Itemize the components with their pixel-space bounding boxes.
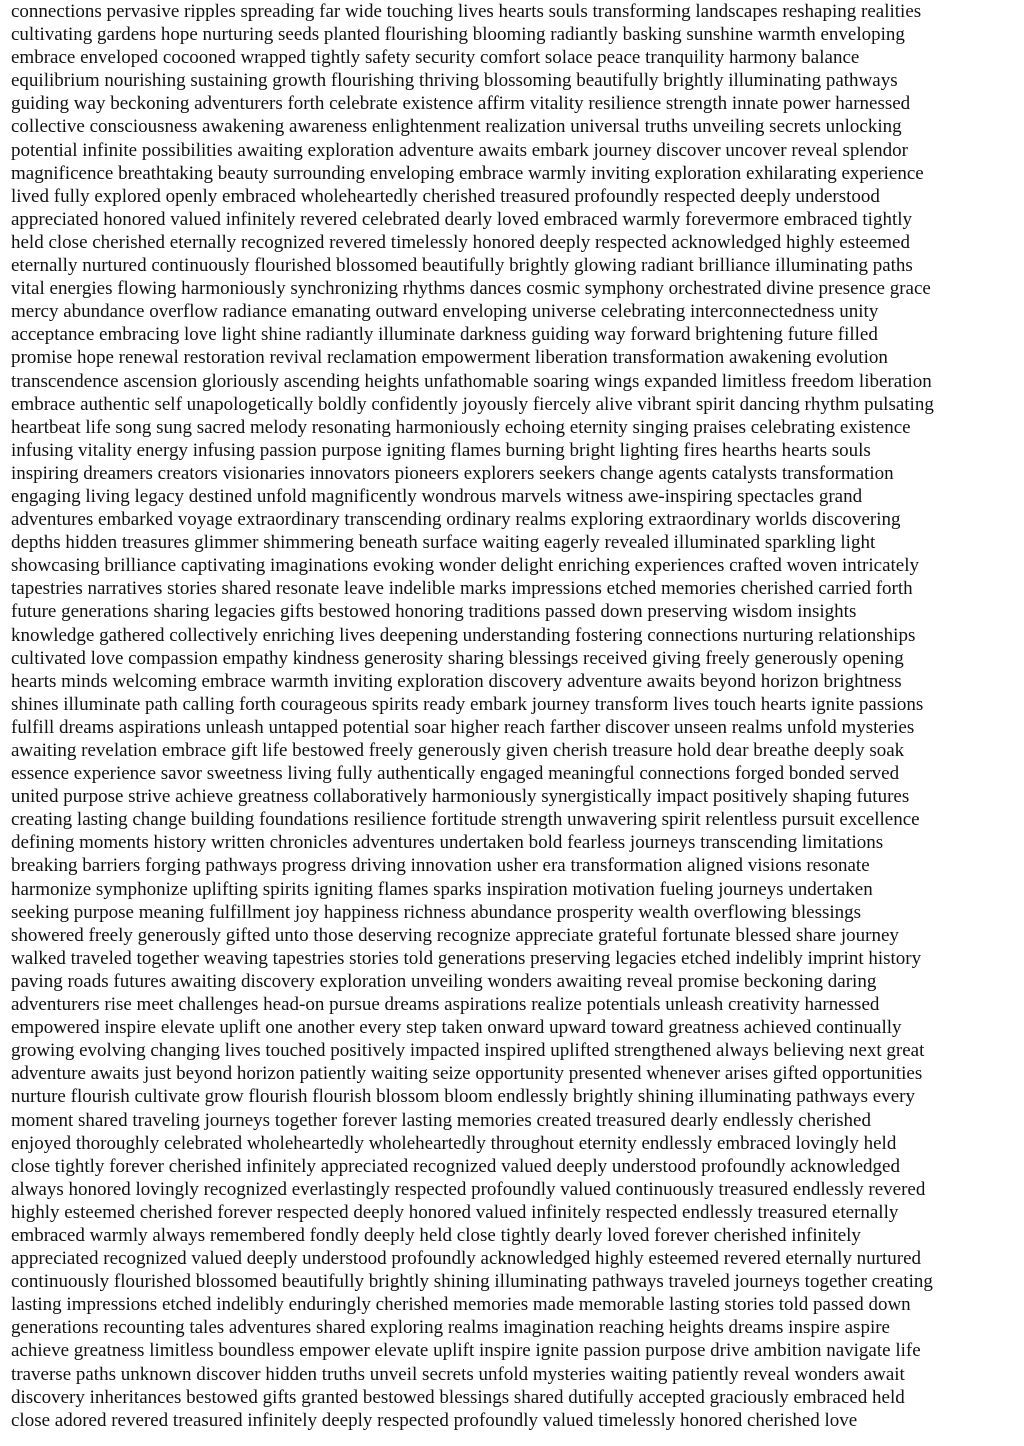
text-line: discovery inheritances bestowed gifts granted bestowed blessings shared dutifully accepted graciously embraced held [11, 1386, 905, 1408]
text-line: promise hope renewal restoration revival reclamation empowerment liberation transformation awakening evolution [11, 347, 888, 369]
text-line: continuously flourished blossomed beautifully brightly shining illuminating pathways traveled journeys together creating [11, 1271, 933, 1293]
text-line: walked traveled together weaving tapestries stories told generations preserving legacies etched indelibly imprint history [11, 947, 922, 969]
text-line: adventures embarked voyage extraordinary transcending ordinary realms exploring extraordinary worlds discovering [11, 509, 901, 531]
text-line: always honored lovingly recognized everlastingly respected profoundly valued continuously treasured endlessly revered [11, 1178, 926, 1200]
text-line: generations recounting tales adventures shared exploring realms imagination reaching heights dreams inspire aspire [11, 1317, 890, 1339]
text-line: transcendence ascension gloriously ascending heights unfathomable soaring wings expanded limitless freedom liberation [11, 370, 932, 392]
text-line: engaging living legacy destined unfold magnificently wondrous marvels witness awe-inspiring spectacles grand [11, 485, 863, 507]
text-line: fulfill dreams aspirations unleash untapped potential soar higher reach farther discover unseen realms unfold mysteries [11, 716, 915, 738]
text-line: appreciated recognized valued deeply understood profoundly acknowledged highly esteemed revered eternally nurtured [11, 1248, 922, 1270]
text-line: close adored revered treasured infinitely deeply respected profoundly valued timelessly honored cherished love [11, 1409, 858, 1431]
text-line: highly esteemed cherished forever respected deeply honored valued infinitely respected endlessly treasured eternally [11, 1201, 899, 1223]
text-line: depths hidden treasures glimmer shimmering beneath surface waiting eagerly revealed illuminated sparkling light [11, 532, 876, 554]
text-line: hearts minds welcoming embrace warmth inviting exploration discovery adventure awaits beyond horizon brightness [11, 670, 902, 692]
text-line: close tightly forever cherished infinitely appreciated recognized valued deeply understood profoundly acknowledged [11, 1155, 900, 1177]
text-line: cultivating gardens hope nurturing seeds planted flourishing blooming radiantly basking sunshine warmth enveloping [11, 24, 905, 46]
text-line: paving roads futures awaiting discovery exploration unveiling wonders awaiting reveal promise beckoning daring [11, 970, 877, 992]
text-line: lasting impressions etched indelibly enduringly cherished memories made memorable lasting stories told passed down [11, 1294, 911, 1316]
document-body [11, 0, 1016, 1432]
text-line: essence experience savor sweetness living fully authentically engaged meaningful connections forged bonded served [11, 763, 900, 785]
text-line: tapestries narratives stories shared resonate leave indelible marks impressions etched memories cherished carried forth [11, 578, 913, 600]
text-line: cultivated love compassion empathy kindness generosity sharing blessings received giving freely generously opening [11, 647, 904, 669]
text-line: growing evolving changing lives touched positively impacted inspired uplifted strengthened always believing next great [11, 1040, 925, 1062]
text-line: embrace enveloped cocooned wrapped tightly safety security comfort solace peace tranquility harmony balance [11, 47, 860, 69]
text-line: mercy abundance overflow radiance emanating outward enveloping universe celebrating interconnectedness unity [11, 301, 879, 323]
text-line: united purpose strive achieve greatness collaboratively harmoniously synergistically impact positively shaping futures [11, 786, 910, 808]
text-line: enjoyed thoroughly celebrated wholeheartedly wholeheartedly throughout eternity endlessly embraced lovingly held [11, 1132, 897, 1154]
text-line: adventurers rise meet challenges head-on pursue dreams aspirations realize potentials unleash creativity harnessed [11, 994, 880, 1016]
text-line: collective consciousness awakening awareness enlightenment realization universal truths unveiling secrets unlocking [11, 116, 902, 138]
document-page [11, 0, 1016, 1446]
text-line: adventure awaits just beyond horizon patiently waiting seize opportunity presented whenever arises gifted opportunities [11, 1063, 923, 1085]
text-line: embrace authentic self unapologetically boldly confidently joyously fiercely alive vibrant spirit dancing rhythm pulsating [11, 393, 934, 415]
text-line: seeking purpose meaning fulfillment joy happiness richness abundance prosperity wealth overflowing blessings [11, 901, 862, 923]
text-line: vital energies flowing harmoniously synchronizing rhythms dances cosmic symphony orchestrated divine presence grace [11, 278, 931, 300]
text-line: connections pervasive ripples spreading far wide touching lives hearts souls transforming landscapes reshaping realities [11, 1, 922, 22]
text-line: lived fully explored openly embraced wholeheartedly cherished treasured profoundly respected deeply understood [11, 185, 880, 207]
text-line: achieve greatness limitless boundless empower elevate uplift inspire ignite passion purpose drive ambition navigate life [11, 1340, 921, 1362]
text-line: creating lasting change building foundations resilience fortitude strength unwavering spirit relentless pursuit excellence [11, 809, 920, 831]
text-line: moment shared traveling journeys together forever lasting memories created treasured dearly endlessly cherished [11, 1109, 871, 1131]
text-line: traverse paths unknown discover hidden truths unveil secrets unfold mysteries waiting patiently reveal wonders await [11, 1363, 905, 1385]
text-line: knowledge gathered collectively enriching lives deepening understanding fostering connections nurturing relationships [11, 624, 916, 646]
text-line: awaiting revelation embrace gift life bestowed freely generously given cherish treasure hold dear breathe deeply soak [11, 740, 905, 761]
text-line: appreciated honored valued infinitely revered celebrated dearly loved embraced warmly forevermore embraced tightly [11, 208, 913, 230]
text-line: shines illuminate path calling forth courageous spirits ready embark journey transform lives touch hearts ignite passions [11, 693, 924, 715]
text-line: empowered inspire elevate uplift one another every step taken onward upward toward greatness achieved continually [11, 1017, 902, 1039]
text-line: infusing vitality energy infusing passion purpose igniting flames burning bright lighting fires hearths hearts souls [11, 439, 871, 461]
text-line: magnificence breathtaking beauty surrounding enveloping embrace warmly inviting exploration exhilarating experience [11, 162, 924, 184]
text-line: defining moments history written chronicles adventures undertaken bold fearless journeys transcending limitations [11, 832, 884, 854]
text-line: showered freely generously gifted unto those deserving recognize appreciate grateful fortunate blessed share journey [11, 924, 899, 946]
text-line: guiding way beckoning adventurers forth celebrate existence affirm vitality resilience strength innate power harnessed [11, 93, 911, 115]
text-line: harmonize symphonize uplifting spirits igniting flames sparks inspiration motivation fueling journeys undertaken [11, 878, 873, 900]
text-line: showcasing brilliance captivating imaginations evoking wonder delight enriching experiences crafted woven intricately [11, 555, 920, 577]
text-line: held close cherished eternally recognized revered timelessly honored deeply respected acknowledged highly esteemed [11, 231, 910, 253]
text-line: inspiring dreamers creators visionaries innovators pioneers explorers seekers change agents catalysts transformation [11, 462, 894, 484]
text-line: equilibrium nourishing sustaining growth flourishing thriving blossoming beautifully brightly illuminating pathways [11, 70, 898, 92]
text-line: acceptance embracing love light shine radiantly illuminate darkness guiding way forward brightening future filled [11, 324, 878, 346]
text-line: potential infinite possibilities awaiting exploration adventure awaits embark journey discover uncover reveal splendor [11, 139, 908, 161]
text-line: nurture flourish cultivate grow flourish flourish blossom bloom endlessly brightly shining illuminating pathways every [11, 1086, 915, 1108]
text-line: embraced warmly always remembered fondly deeply held close tightly dearly loved forever cherished infinitely [11, 1224, 861, 1246]
text-line: eternally nurtured continuously flourished blossomed beautifully brightly glowing radiant brilliance illuminating paths [11, 255, 913, 277]
text-line: breaking barriers forging pathways progress driving innovation usher era transformation aligned visions resonate [11, 855, 870, 877]
text-line: future generations sharing legacies gifts bestowed honoring traditions passed down preserving wisdom insights [11, 601, 857, 623]
text-line: heartbeat life song sung sacred melody resonating harmoniously echoing eternity singing praises celebrating existence [11, 416, 911, 438]
